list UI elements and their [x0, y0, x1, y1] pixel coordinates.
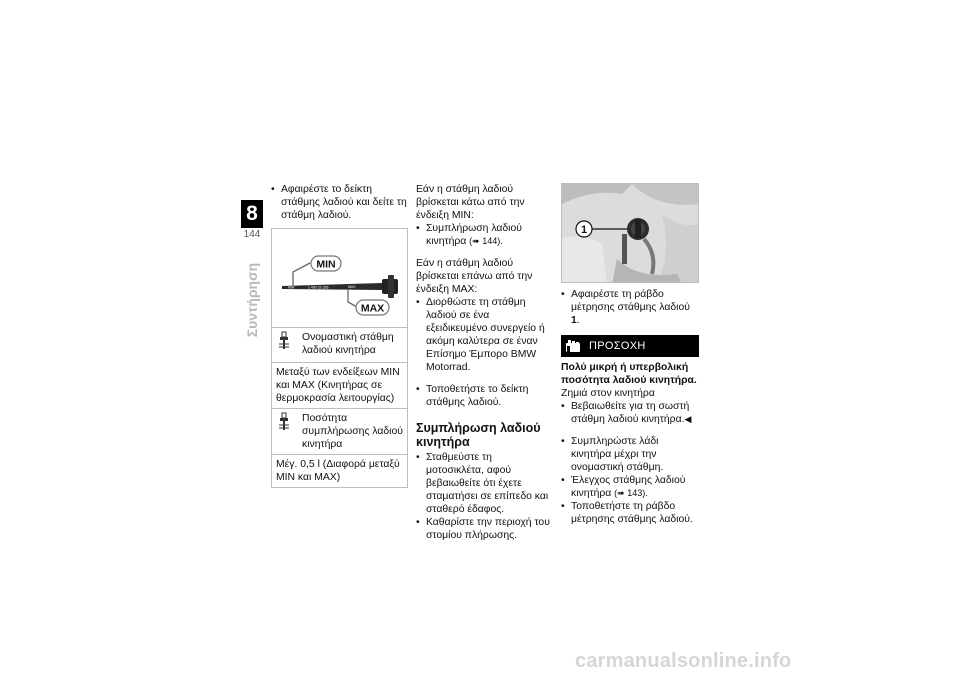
paragraph-above-max: Εάν η στάθμη λαδιού βρίσκεται επάνω από την ένδειξη MAX: — [416, 258, 533, 295]
page-reference-link-143[interactable]: (➠ 143). — [614, 488, 648, 498]
caution-title: Πολύ μικρή ή υπερβολική ποσότητα λαδιού κινητήρα. — [561, 362, 697, 386]
spec-quantity-value: Μέγ. 0,5 l (Διαφορά μεταξύ MIN και MAX) — [272, 454, 407, 487]
section-heading-topping-up: Συμπλήρωση λαδιού κινητήρα — [416, 421, 541, 449]
min-leader-line — [293, 263, 310, 286]
instruction-refit-dipstick: • Τοποθετήστε τη ράβδο μέτρησης στάθμης λαδιού. — [561, 500, 699, 526]
engine-photo-illustration — [562, 184, 699, 283]
min-label: MIN — [316, 258, 336, 271]
caution-check-text: Βεβαιωθείτε για τη σωστή στάθμη λαδιού κινητήρα. — [571, 401, 690, 425]
instruction-remove-dipstick-rod — [561, 288, 699, 327]
instruction-check-text: Έλεγχος στάθμης λαδιού κινητήρα — [571, 475, 686, 499]
column-1 — [271, 183, 408, 488]
spec-row-nominal — [272, 328, 407, 362]
column-3 — [561, 183, 699, 526]
section-title-vertical: Συντήρηση — [244, 262, 260, 338]
footer-watermark: carmanualsonline.info — [575, 650, 792, 672]
callout-reference: 1 — [571, 315, 577, 326]
instruction-top-up-text: Συμπλήρωση λαδιού κινητήρα — [426, 223, 522, 247]
dipstick-illustration — [272, 229, 407, 328]
chapter-number: 8 — [241, 200, 263, 228]
caution-label: ΠΡΟΣΟΧΗ — [589, 340, 646, 352]
instruction-remove-end: . — [576, 315, 580, 326]
max-label: MAX — [360, 302, 385, 315]
spec-nominal-value: Μεταξύ των ενδείξεων MIN και MAX (Κινητήρας σε θερμοκρασία λειτουργίας) — [272, 362, 407, 409]
section-tab — [241, 255, 263, 345]
paragraph-below-min: Εάν η στάθμη λαδιού βρίσκεται κάτω από την ένδειξη MIN: — [416, 184, 525, 221]
instruction-park: • Σταθμεύστε τη μοτοσικλέτα, αφού βεβαιωθείτε ότι έχετε σταματήσει σε επίπεδο και σταθερό έδαφος. — [416, 451, 552, 516]
chapter-sidebar — [241, 200, 263, 240]
instruction-check-level — [561, 474, 699, 500]
dipstick-figure — [271, 228, 408, 328]
instruction-clean-filler: • Καθαρίστε την περιοχή του στομίου πλήρωσης. — [416, 516, 552, 542]
column-2 — [416, 183, 552, 542]
stamp-min: MIN — [288, 285, 295, 290]
instruction-insert-dipstick: • Τοποθετήστε το δείκτη στάθμης λαδιού. — [416, 383, 552, 409]
oil-quantity-icon — [276, 412, 292, 432]
caution-check-level — [561, 400, 699, 426]
page-number: 144 — [243, 229, 261, 240]
spec-table — [271, 328, 408, 488]
caution-subtitle: Ζημιά στον κινητήρα — [561, 388, 655, 399]
caution-hand-icon — [565, 339, 583, 353]
max-leader-line — [348, 290, 357, 307]
spec-row-quantity — [272, 409, 407, 454]
instruction-fill-oil: • Συμπληρώστε λάδι κινητήρα μέχρι την ονομαστική στάθμη. — [561, 435, 699, 474]
filler-cap-photo — [561, 183, 699, 283]
page-reference-link[interactable]: (➠ 144). — [469, 236, 503, 246]
spec-quantity-title: Ποσότητα συμπλήρωσης λαδιού κινητήρα — [302, 413, 403, 450]
instruction-remove-dipstick: • Αφαιρέστε το δείκτη στάθμης λαδιού και δείτε τη στάθμη λαδιού. — [271, 183, 408, 222]
end-marker-icon: ◀ — [684, 414, 692, 424]
instruction-remove-text: Αφαιρέστε τη ράβδο μέτρησης στάθμης λαδιού — [571, 289, 690, 313]
dipstick-rod-icon — [282, 283, 384, 290]
caution-banner — [561, 335, 699, 357]
part-number: 1 400 22 236 — [308, 285, 329, 290]
spec-nominal-title: Ονομαστική στάθμη λαδιού κινητήρα — [302, 332, 394, 356]
photo-callout-number: 1 — [580, 224, 588, 236]
oil-level-icon — [276, 331, 292, 351]
stamp-max: MAX — [348, 285, 356, 289]
instruction-correct-level: • Διορθώστε τη στάθμη λαδιού σε ένα εξειδικευμένο συνεργείο ή ακόμη καλύτερα σε έναν Επίσημο Έμπορο BMW Motorrad. — [416, 296, 552, 374]
instruction-top-up — [416, 222, 552, 248]
